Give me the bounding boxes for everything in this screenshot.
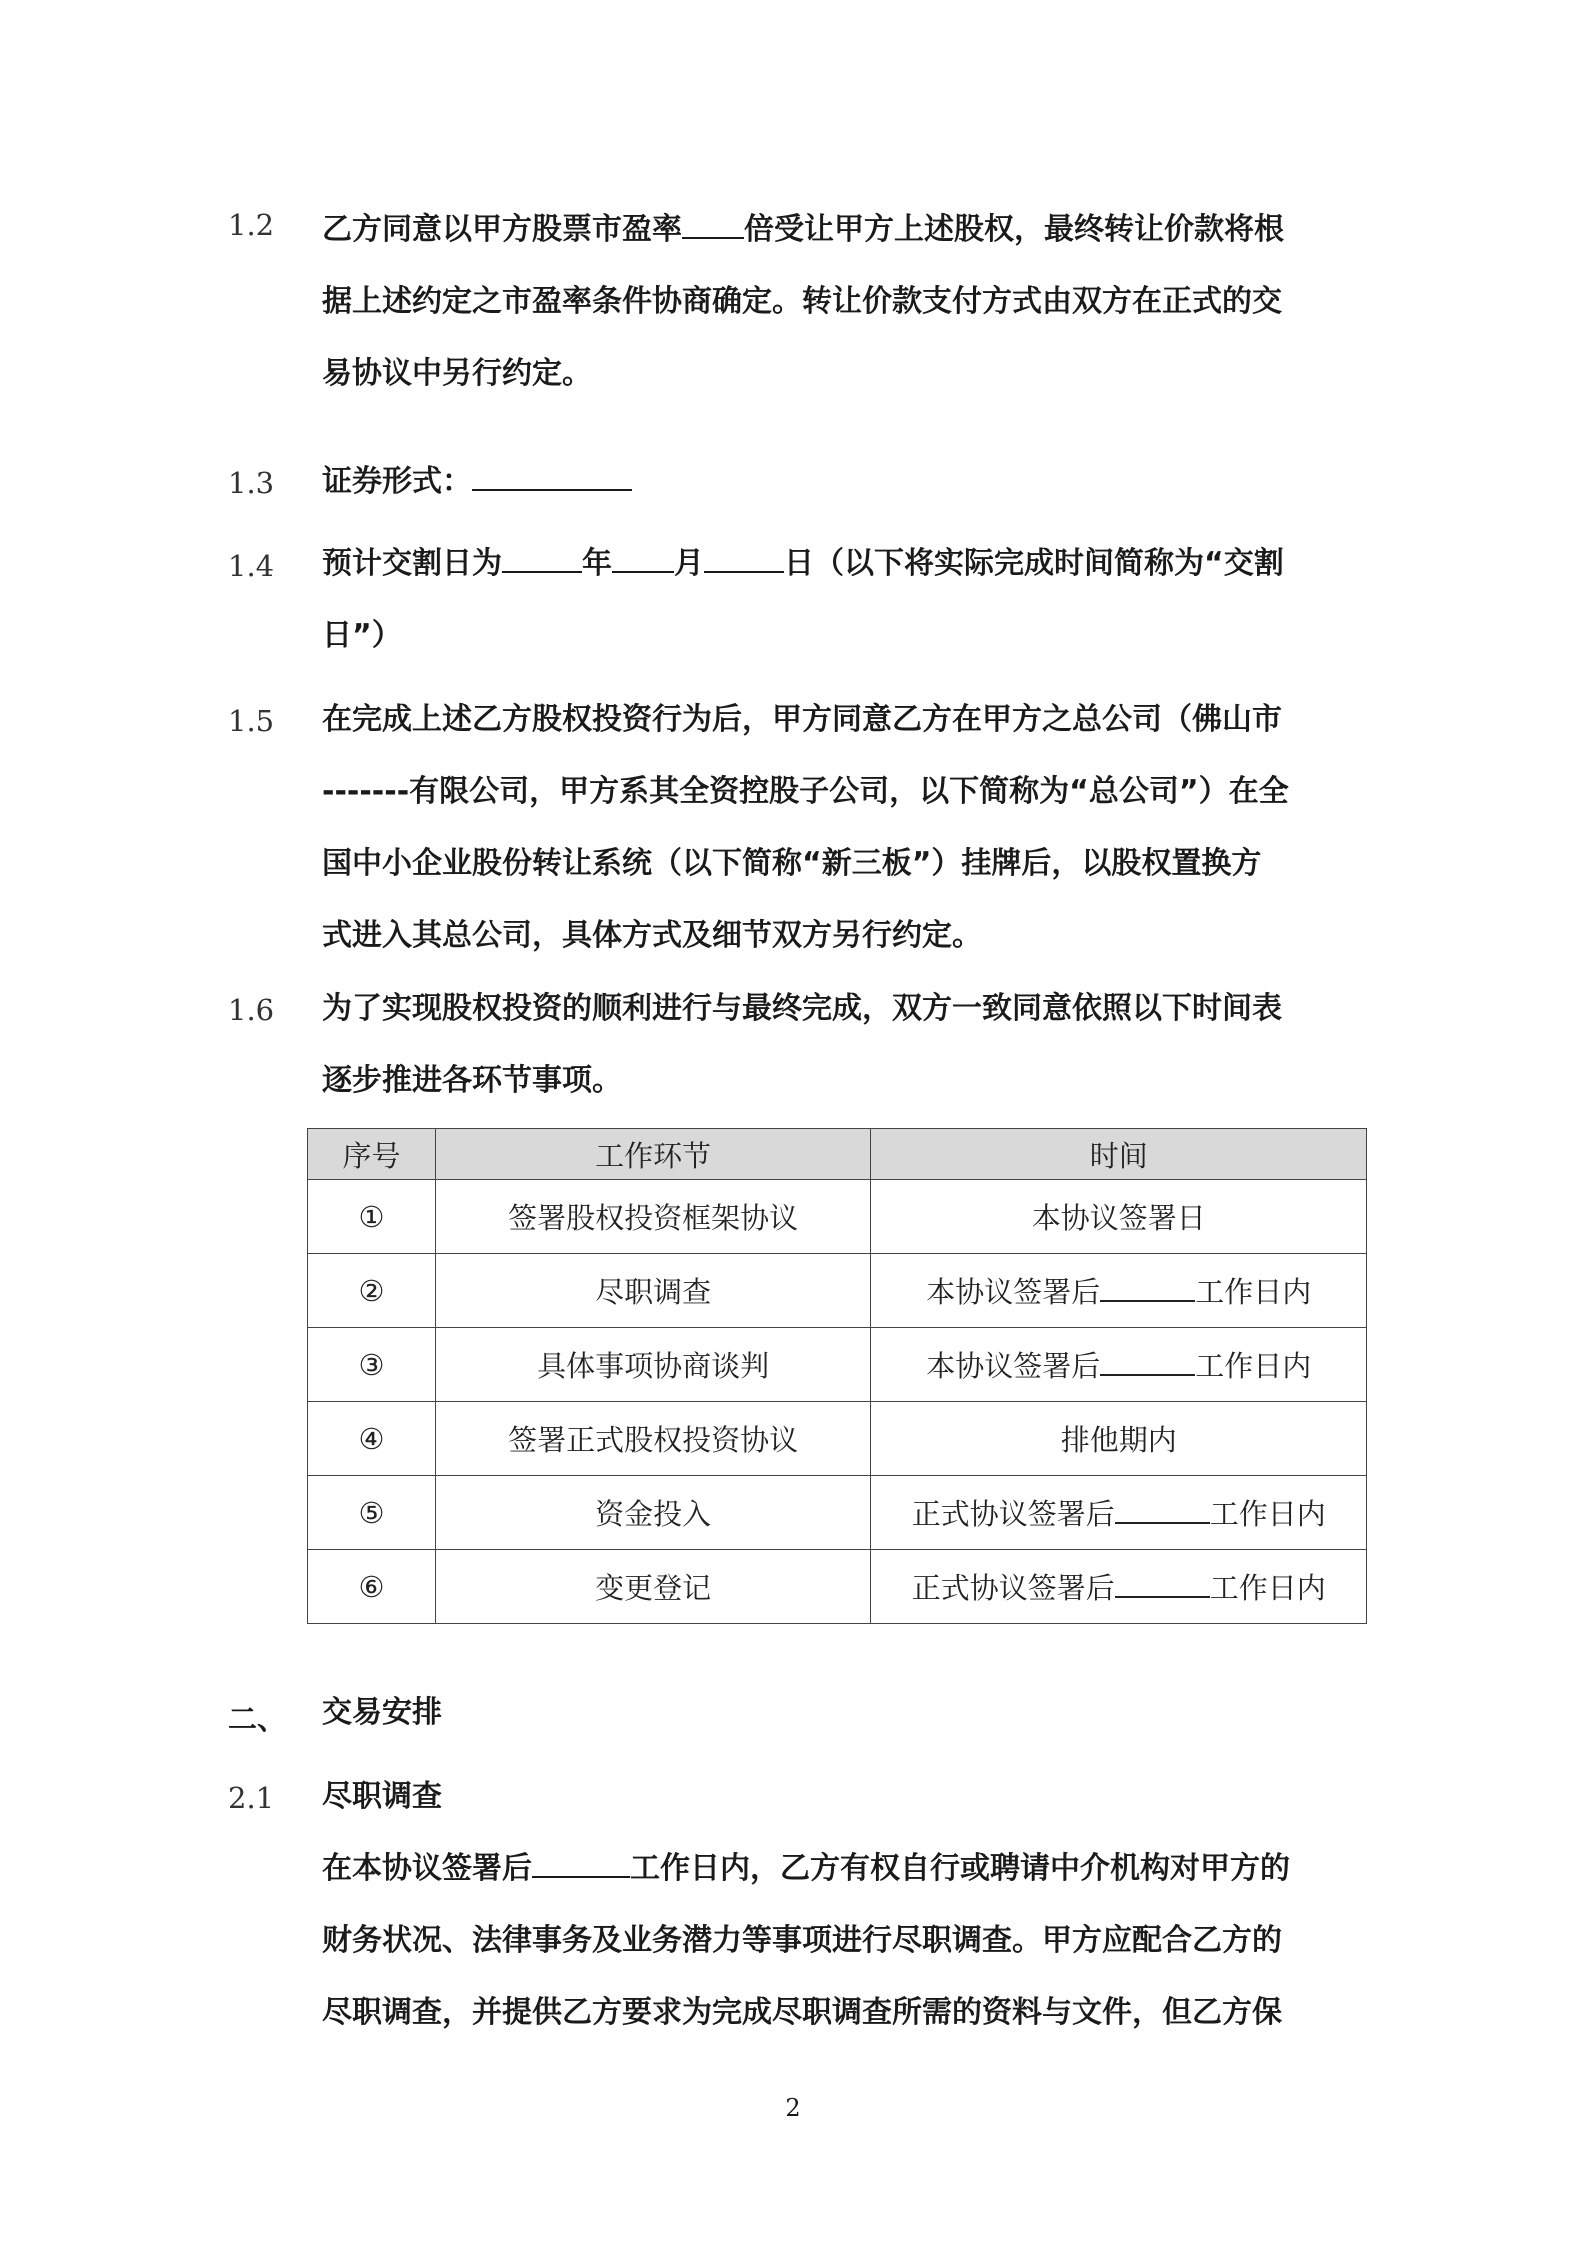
clause-text: 预计交割日为 (322, 546, 502, 581)
clause-2-1-title: 尽职调查 (322, 1779, 442, 1814)
row-task: 变更登记 (435, 1550, 871, 1624)
clause-1-4-line-1 (322, 528, 1352, 600)
row-time (871, 1254, 1367, 1328)
row-time (871, 1476, 1367, 1550)
row-time (871, 1328, 1367, 1402)
clause-1-4-line-2: 日”） (322, 618, 402, 653)
clause-2-1-line-2: 财务状况、法律事务及业务潜力等事项进行尽职调查。甲方应配合乙方的 (322, 1923, 1282, 1958)
table-row (308, 1550, 1367, 1624)
clause-text: 在本协议签署后 (322, 1851, 532, 1886)
clause-text: 日（以下将实际完成时间简称为“交割 (784, 546, 1284, 581)
time-text: 正式协议签署后 (911, 1497, 1115, 1531)
page-number: 2 (785, 2094, 801, 2122)
blank-days (532, 1850, 630, 1878)
row-task: 资金投入 (435, 1476, 871, 1550)
row-seq: ② (308, 1254, 436, 1328)
clause-1-6-line-2: 逐步推进各环节事项。 (322, 1063, 622, 1098)
blank-days (1100, 1276, 1195, 1302)
clause-1-2-line-2: 据上述约定之市盈率条件协商确定。转让价款支付方式由双方在正式的交 (322, 284, 1282, 319)
clause-number-1-4: 1.4 (228, 549, 275, 583)
blank-days (1115, 1498, 1210, 1524)
clause-1-6 (322, 973, 1352, 1117)
blank-day (704, 545, 784, 573)
clause-1-5-line-3: 国中小企业股份转让系统（以下简称“新三板”）挂牌后，以股权置换方 (322, 846, 1262, 881)
row-time (871, 1402, 1367, 1476)
row-time (871, 1550, 1367, 1624)
clause-1-5-line-1: 在完成上述乙方股权投资行为后，甲方同意乙方在甲方之总公司（佛山市 (322, 702, 1282, 737)
time-text: 本协议签署日 (1031, 1201, 1206, 1235)
clause-1-6-line-1: 为了实现股权投资的顺利进行与最终完成，双方一致同意依照以下时间表 (322, 991, 1282, 1026)
time-unit: 工作日内 (1209, 1571, 1326, 1605)
table-row (308, 1402, 1367, 1476)
clause-2-1 (322, 1761, 1352, 2049)
clause-number-2-1: 2.1 (228, 1781, 275, 1815)
blank-month (612, 545, 674, 573)
clause-number-1-3: 1.3 (228, 466, 275, 500)
header-seq: 序号 (308, 1129, 436, 1180)
clause-text: 证券形式： (322, 464, 472, 499)
table-row (308, 1180, 1367, 1254)
row-task: 签署正式股权投资协议 (435, 1402, 871, 1476)
clause-number-1-2: 1.2 (228, 208, 275, 242)
header-time: 时间 (871, 1129, 1367, 1180)
clause-text: 月 (674, 546, 704, 581)
clause-1-3 (322, 446, 1352, 518)
clause-1-2 (322, 194, 1352, 410)
row-seq: ③ (308, 1328, 436, 1402)
clause-number-1-5: 1.5 (228, 704, 275, 738)
clause-2-1-line-1 (322, 1833, 1352, 1905)
time-text: 本协议签署后 (926, 1349, 1101, 1383)
row-task: 具体事项协商谈判 (435, 1328, 871, 1402)
row-seq: ④ (308, 1402, 436, 1476)
row-seq: ① (308, 1180, 436, 1254)
blank-security-form (472, 463, 632, 491)
clause-1-5-line-4: 式进入其总公司，具体方式及细节双方另行约定。 (322, 918, 982, 953)
clause-1-3-line-1 (322, 446, 1352, 518)
clause-1-5 (322, 684, 1352, 972)
table-row (308, 1476, 1367, 1550)
table-row (308, 1254, 1367, 1328)
row-task: 尽职调查 (435, 1254, 871, 1328)
blank-pe-ratio (682, 211, 744, 239)
schedule-table (307, 1128, 1367, 1624)
blank-days (1100, 1350, 1195, 1376)
clause-2-1-line-3: 尽职调查，并提供乙方要求为完成尽职调查所需的资料与文件，但乙方保 (322, 1995, 1282, 2030)
section-2-heading (322, 1677, 1352, 1749)
blank-days (1115, 1572, 1210, 1598)
row-time (871, 1180, 1367, 1254)
time-text: 排他期内 (1060, 1423, 1177, 1457)
clause-1-5-line-2: -------有限公司，甲方系其全资控股子公司，以下简称为“总公司”）在全 (322, 774, 1289, 809)
header-task: 工作环节 (435, 1129, 871, 1180)
clause-number-1-6: 1.6 (228, 993, 275, 1027)
section-number-2: 二、 (228, 1702, 287, 1736)
clause-1-2-line-3: 易协议中另行约定。 (322, 356, 592, 391)
row-seq: ⑥ (308, 1550, 436, 1624)
clause-text: 年 (582, 546, 612, 581)
table-header-row (308, 1129, 1367, 1180)
time-unit: 工作日内 (1195, 1275, 1312, 1309)
clause-1-4 (322, 528, 1352, 672)
section-2-title: 交易安排 (322, 1695, 442, 1730)
clause-text: 倍受让甲方上述股权，最终转让价款将根 (744, 212, 1284, 247)
table-row (308, 1328, 1367, 1402)
blank-year (502, 545, 582, 573)
time-text: 正式协议签署后 (911, 1571, 1115, 1605)
time-unit: 工作日内 (1195, 1349, 1312, 1383)
row-task: 签署股权投资框架协议 (435, 1180, 871, 1254)
time-text: 本协议签署后 (926, 1275, 1101, 1309)
time-unit: 工作日内 (1209, 1497, 1326, 1531)
clause-1-2-line-1 (322, 194, 1352, 266)
row-seq: ⑤ (308, 1476, 436, 1550)
clause-text: 乙方同意以甲方股票市盈率 (322, 212, 682, 247)
clause-text: 工作日内，乙方有权自行或聘请中介机构对甲方的 (630, 1851, 1290, 1886)
